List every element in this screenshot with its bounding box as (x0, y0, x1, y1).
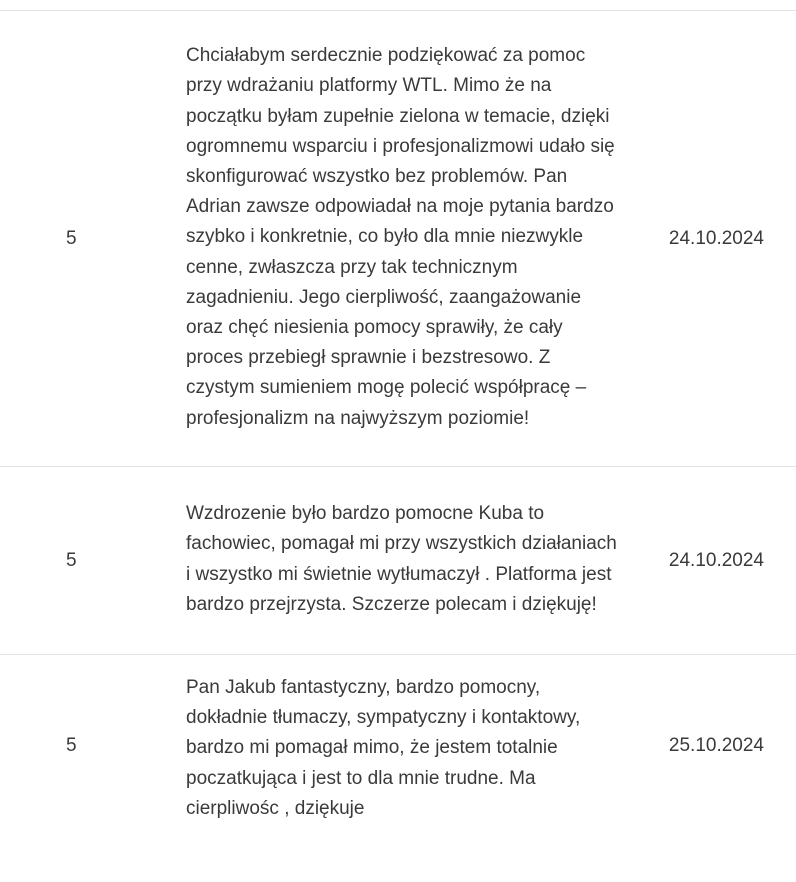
table-row (0, 467, 796, 655)
date-cell: 25.10.2024 (668, 735, 764, 756)
date-cell: 24.10.2024 (668, 227, 764, 249)
review-text: Chciałabym serdecznie podziękować za pomoc przy wdrażaniu platformy WTL. Mimo że na początku byłam zupełnie zielona w temacie, dzięki ogromnemu wsparciu i profesjonalizmowi udało się skonfigurować wszystko bez problemów. Pan Adrian zawsze odpowiadał na moje pytania bardzo szybko i konkretnie, co było dla mnie niezwykle cenne, zwłaszcza przy tak technicznym zagadnieniu. Jego cierpliwość, zaangażowanie oraz chęć niesienia pomocy sprawiły, że cały proces przebiegł sprawnie i bezstresowo. Z czystym sumieniem mogę polecić współpracę – profesjonalizm na najwyższym poziomie! (186, 45, 615, 429)
rating-cell: 5 (66, 735, 77, 756)
review-text: Wzdrozenie było bardzo pomocne Kuba to fachowiec, pomagał mi przy wszystkich działaniach i wszystko mi świetnie wytłumaczył . Platforma jest bardzo przejrzysta. Szczerze polecam i dziękuję! (186, 503, 617, 615)
review-text: Pan Jakub fantastyczny, bardzo pomocny, dokładnie tłumaczy, sympatyczny i kontaktowy, bardzo mi pomagał mimo, że jestem totalnie poczatkująca i jest to dla mnie trudne. Ma cierpliwośc , dziękuje (186, 677, 581, 819)
table-row (0, 655, 796, 843)
rating-cell: 5 (66, 227, 77, 249)
rating-cell: 5 (66, 549, 77, 571)
reviews-table (0, 10, 796, 843)
date-cell: 24.10.2024 (668, 549, 764, 571)
table-row (0, 11, 796, 467)
